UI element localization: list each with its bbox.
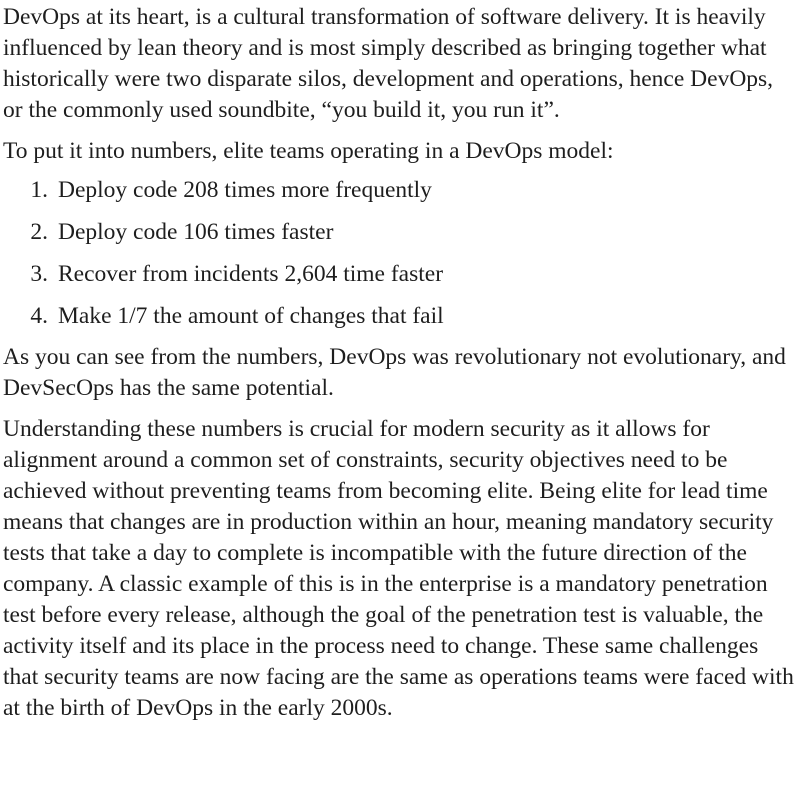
list-item-number: 1. bbox=[30, 177, 48, 203]
document-page bbox=[0, 2, 800, 802]
list-item-number: 2. bbox=[30, 219, 48, 245]
paragraph-security-constraints: Understanding these numbers is crucial for modern security as it allows for alignment around a common set of constraints, security objectives need to be achieved without preventing teams from becoming elite. Being elite for lead time means that changes are in production within an hour, meaning mandatory security tests that take a day to complete is incompatible with the future direction of the company. A classic example of this is in the enterprise is a mandatory penetration test before every release, although the goal of the penetration test is valuable, the activity itself and its place in the process need to change. These same challenges that security teams are now facing are the same as operations teams were faced with at the birth of DevOps in the early 2000s. bbox=[3, 416, 794, 721]
list-item bbox=[3, 301, 796, 332]
list-item-text: Deploy code 208 times more frequently bbox=[58, 177, 432, 203]
list-item-text: Deploy code 106 times faster bbox=[58, 219, 334, 245]
paragraph-numbers-intro: To put it into numbers, elite teams operating in a DevOps model: bbox=[3, 138, 614, 164]
list-item bbox=[3, 259, 796, 290]
paragraph-revolutionary: As you can see from the numbers, DevOps was revolutionary not evolutionary, and DevSecOps has the same potential. bbox=[3, 344, 786, 401]
list-item-number: 4. bbox=[30, 303, 48, 329]
elite-teams-list bbox=[3, 175, 796, 332]
list-item bbox=[3, 217, 796, 248]
list-item-text: Make 1/7 the amount of changes that fail bbox=[58, 303, 444, 329]
list-item bbox=[3, 175, 796, 206]
list-item-number: 3. bbox=[30, 261, 48, 287]
paragraph-devops-intro: DevOps at its heart, is a cultural transformation of software delivery. It is heavily influenced by lean theory and is most simply described as bringing together what historically were two disparate silos, development and operations, hence DevOps, or the commonly used soundbite, “you build it, you run it”. bbox=[3, 4, 774, 123]
list-item-text: Recover from incidents 2,604 time faster bbox=[58, 261, 444, 287]
